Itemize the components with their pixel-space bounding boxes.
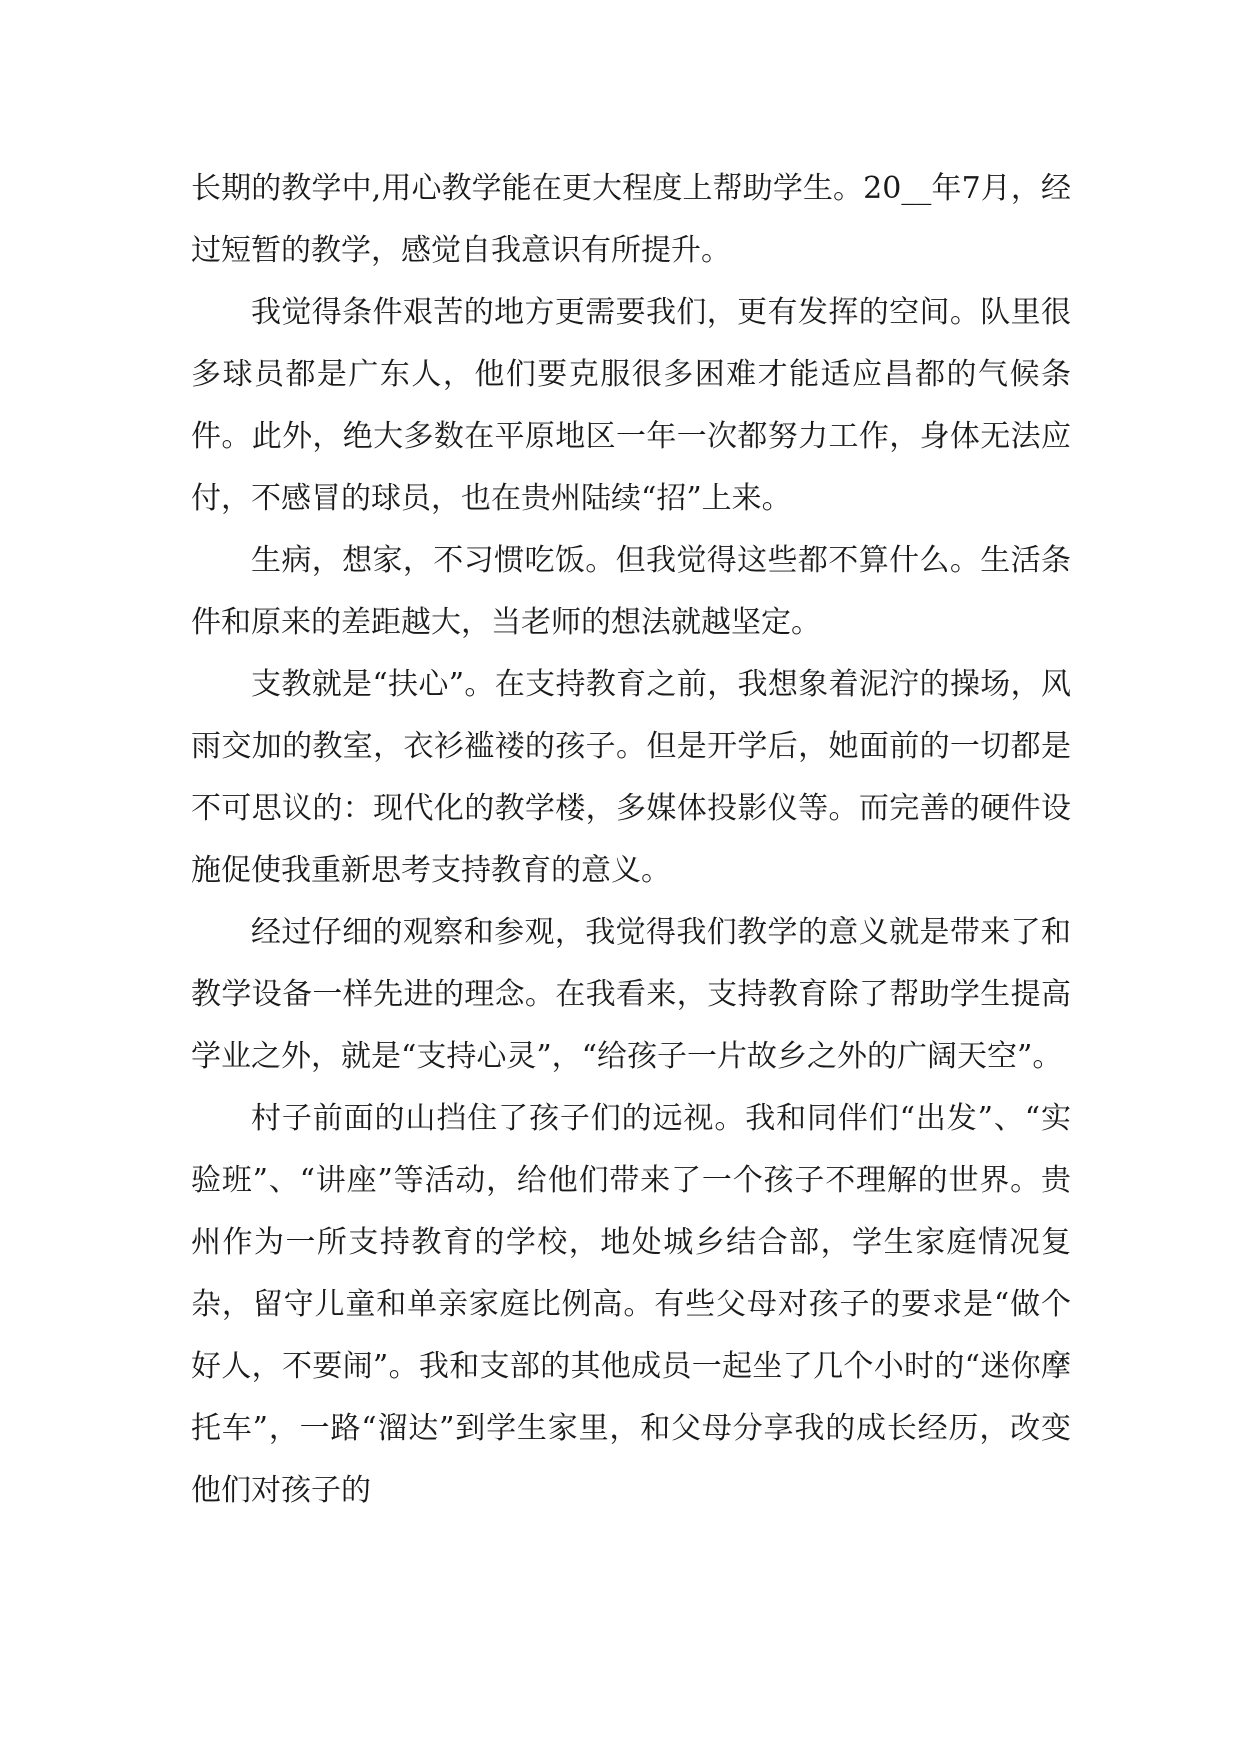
- paragraph-4: 支教就是“扶心”。在支持教育之前，我想象着泥泞的操场，风雨交加的教室，衣衫褴褛的孩子。但是开学后，她面前的一切都是不可思议的：现代化的教学楼，多媒体投影仪等。而完善的硬件设施促使我重新思考支持教育的意义。: [191, 667, 1071, 888]
- paragraph-5: 经过仔细的观察和参观，我觉得我们教学的意义就是带来了和教学设备一样先进的理念。在我看来，支持教育除了帮助学生提高学业之外，就是“支持心灵”，“给孩子一片故乡之外的广阔天空”。: [191, 915, 1071, 1074]
- document-body: [191, 158, 1071, 1522]
- paragraph-2: 我觉得条件艰苦的地方更需要我们，更有发挥的空间。队里很多球员都是广东人，他们要克服很多困难才能适应昌都的气候条件。此外，绝大多数在平原地区一年一次都努力工作，身体无法应付，不感冒的球员，也在贵州陆续“招”上来。: [191, 295, 1071, 516]
- paragraph-3: 生病，想家，不习惯吃饭。但我觉得这些都不算什么。生活条件和原来的差距越大，当老师的想法就越坚定。: [191, 543, 1071, 640]
- paragraph-1: 长期的教学中,用心教学能在更大程度上帮助学生。20__年7月，经过短暂的教学，感觉自我意识有所提升。: [191, 171, 1071, 268]
- paragraph-6: 村子前面的山挡住了孩子们的远视。我和同伴们“出发”、“实验班”、“讲座”等活动，给他们带来了一个孩子不理解的世界。贵州作为一所支持教育的学校，地处城乡结合部，学生家庭情况复杂，留守儿童和单亲家庭比例高。有些父母对孩子的要求是“做个好人，不要闹”。我和支部的其他成员一起坐了几个小时的“迷你摩托车”，一路“溜达”到学生家里，和父母分享我的成长经历，改变他们对孩子的: [191, 1101, 1071, 1508]
